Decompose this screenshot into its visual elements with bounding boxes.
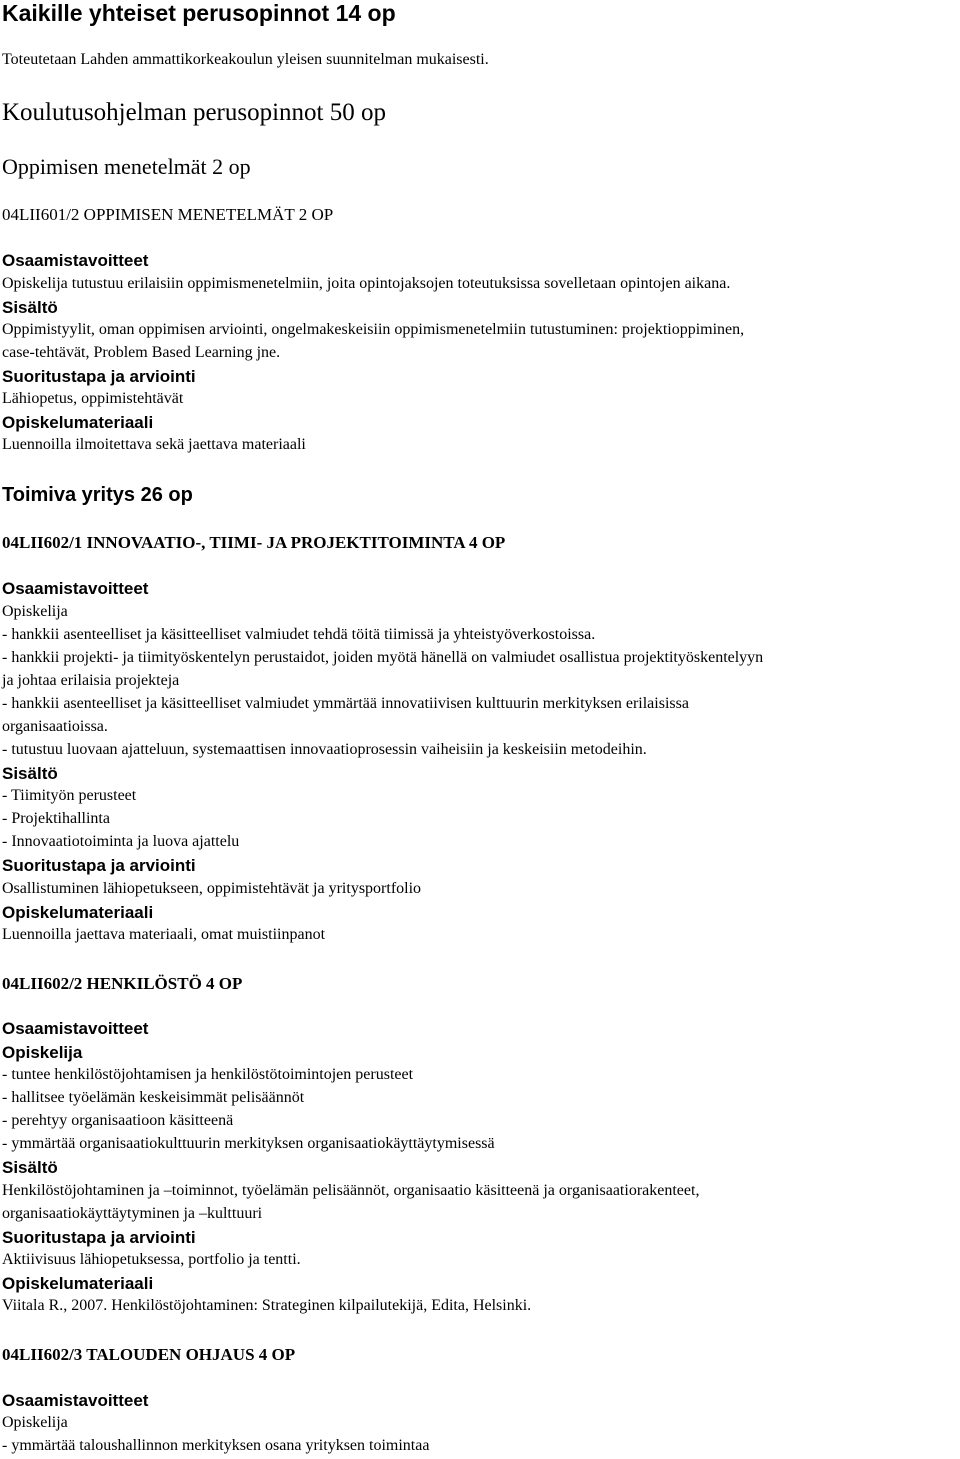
course-code-talous: 04LII602/3 TALOUDEN OHJAUS 4 OP <box>2 1345 296 1364</box>
label-sisalto: Sisältö <box>2 298 58 317</box>
methods-osaamis-text: Opiskelija tutustuu erilaisiin oppimismenetelmiin, joita opintojaksojen toteutuksissa sovelletaan opintojen aikana. <box>2 275 731 292</box>
section-title-common: Kaikille yhteiset perusopinnot 14 op <box>2 0 396 26</box>
label-suoritustapa: Suoritustapa ja arviointi <box>2 856 196 875</box>
henkilosto-suoritus-text: Aktiivisuus lähiopetuksessa, portfolio ja tentti. <box>2 1251 301 1268</box>
course-code-methods: 04LII601/2 OPPIMISEN MENETELMÄT 2 OP <box>2 205 334 224</box>
opiskelija-label: Opiskelija <box>2 1414 68 1431</box>
henkilosto-line: - tuntee henkilöstöjohtamisen ja henkilöstötoimintojen perusteet <box>2 1066 414 1083</box>
innovaatio-suoritus-text: Osallistuminen lähiopetukseen, oppimistehtävät ja yritysportfolio <box>2 880 422 897</box>
henkilosto-line: - perehtyy organisaatioon käsitteenä <box>2 1112 234 1129</box>
talous-line: - ymmärtää taloushallinnon merkityksen osana yrityksen toimintaa <box>2 1437 430 1454</box>
methods-sisalto-line: case-tehtävät, Problem Based Learning jne. <box>2 344 281 361</box>
henkilosto-line: - ymmärtää organisaatiokulttuurin merkityksen organisaatiokäyttäytymisessä <box>2 1135 495 1152</box>
label-opiskelumateriaali: Opiskelumateriaali <box>2 903 154 922</box>
innovaatio-line: - hankkii projekti- ja tiimityöskentelyn perustaidot, joiden myötä hänellä on valmiudet osallistua projektityöskentelyyn <box>2 649 764 666</box>
common-text: Toteutetaan Lahden ammattikorkeakoulun yleisen suunnitelman mukaisesti. <box>2 51 489 68</box>
section-title-methods: Oppimisen menetelmät 2 op <box>2 154 251 179</box>
label-sisalto: Sisältö <box>2 764 58 783</box>
label-osaamistavoitteet: Osaamistavoitteet <box>2 251 149 270</box>
innovaatio-materiaali-text: Luennoilla jaettava materiaali, omat muistiinpanot <box>2 926 326 943</box>
course-code-henkilosto: 04LII602/2 HENKILÖSTÖ 4 OP <box>2 974 243 993</box>
henkilosto-line: - hallitsee työelämän keskeisimmät pelisäännöt <box>2 1089 305 1106</box>
methods-sisalto-line: Oppimistyylit, oman oppimisen arviointi, ongelmakeskeisiin oppimismenetelmiin tutustuminen: projektioppiminen, <box>2 321 745 338</box>
innovaatio-line: ja johtaa erilaisia projekteja <box>2 672 180 689</box>
label-opiskelumateriaali: Opiskelumateriaali <box>2 413 154 432</box>
methods-materiaali-text: Luennoilla ilmoitettava sekä jaettava materiaali <box>2 436 306 453</box>
innovaatio-line: organisaatioissa. <box>2 718 108 735</box>
label-osaamistavoitteet: Osaamistavoitteet <box>2 1391 149 1410</box>
henkilosto-materiaali-text: Viitala R., 2007. Henkilöstöjohtaminen: Strateginen kilpailutekijä, Edita, Helsinki. <box>2 1297 532 1314</box>
innovaatio-sisalto-line: - Projektihallinta <box>2 810 110 827</box>
opiskelija-label: Opiskelija <box>2 1043 83 1062</box>
innovaatio-sisalto-line: - Tiimityön perusteet <box>2 787 137 804</box>
henkilosto-sisalto-line: organisaatiokäyttäytyminen ja –kulttuuri <box>2 1205 263 1222</box>
course-code-innovaatio: 04LII602/1 INNOVAATIO-, TIIMI- JA PROJEKTITOIMINTA 4 OP <box>2 533 506 552</box>
label-osaamistavoitteet: Osaamistavoitteet <box>2 579 149 598</box>
label-suoritustapa: Suoritustapa ja arviointi <box>2 1228 196 1247</box>
innovaatio-line: - hankkii asenteelliset ja käsitteelliset valmiudet ymmärtää innovatiivisen kulttuurin merkityksen erilaisissa <box>2 695 689 712</box>
label-suoritustapa: Suoritustapa ja arviointi <box>2 367 196 386</box>
label-osaamistavoitteet: Osaamistavoitteet <box>2 1019 149 1038</box>
methods-suoritus-text: Lähiopetus, oppimistehtävät <box>2 390 184 407</box>
innovaatio-sisalto-line: - Innovaatiotoiminta ja luova ajattelu <box>2 833 240 850</box>
opiskelija-label: Opiskelija <box>2 603 68 620</box>
section-title-program: Koulutusohjelman perusopinnot 50 op <box>2 99 386 126</box>
section-title-toimiva: Toimiva yritys 26 op <box>2 484 193 506</box>
innovaatio-line: - tutustuu luovaan ajatteluun, systemaattisen innovaatioprosessin vaiheisiin ja keskeisiin metodeihin. <box>2 741 647 758</box>
henkilosto-sisalto-line: Henkilöstöjohtaminen ja –toiminnot, työelämän pelisäännöt, organisaatio käsitteenä ja organisaatiorakenteet, <box>2 1182 700 1199</box>
label-sisalto: Sisältö <box>2 1158 58 1177</box>
label-opiskelumateriaali: Opiskelumateriaali <box>2 1274 154 1293</box>
innovaatio-line: - hankkii asenteelliset ja käsitteelliset valmiudet tehdä töitä tiimissä ja yhteistyöverkostoissa. <box>2 626 596 643</box>
